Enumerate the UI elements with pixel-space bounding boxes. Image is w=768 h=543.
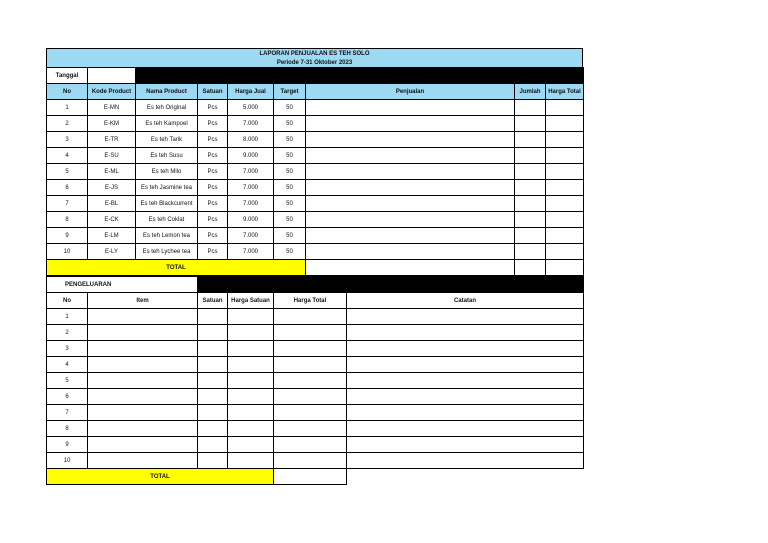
expenses-col-header: Harga Satuan xyxy=(228,293,274,309)
expenses-col-header: No xyxy=(47,293,88,309)
sales-input-cell[interactable] xyxy=(515,116,546,132)
sales-cell: Es teh Coklat xyxy=(136,212,198,228)
expenses-no: 6 xyxy=(47,389,88,405)
sales-input-cell[interactable] xyxy=(515,132,546,148)
expenses-input-cell[interactable] xyxy=(88,389,198,405)
sales-cell: Pcs xyxy=(198,100,228,116)
sales-cell: Es teh Blackcurrent xyxy=(136,196,198,212)
sales-cell: Pcs xyxy=(198,148,228,164)
sales-cell: 50 xyxy=(274,132,306,148)
expenses-input-cell[interactable] xyxy=(88,373,198,389)
report-frame xyxy=(46,48,583,485)
sales-input-cell[interactable] xyxy=(546,148,584,164)
sales-input-cell[interactable] xyxy=(306,244,515,260)
sales-cell: E-MN xyxy=(88,100,136,116)
sales-input-cell[interactable] xyxy=(515,164,546,180)
sales-input-cell[interactable] xyxy=(546,116,584,132)
sales-col-header: Satuan xyxy=(198,84,228,100)
sales-cell: 8.000 xyxy=(228,132,274,148)
sales-cell: 3 xyxy=(47,132,88,148)
sales-cell: 50 xyxy=(274,100,306,116)
expenses-input-cell[interactable] xyxy=(228,453,274,469)
sales-cell: Es teh Lychee tea xyxy=(136,244,198,260)
sales-col-header: Penjualan xyxy=(306,84,515,100)
expenses-input-cell[interactable] xyxy=(347,389,584,405)
expenses-input-cell[interactable] xyxy=(228,325,274,341)
sales-cell: 50 xyxy=(274,148,306,164)
expenses-input-cell[interactable] xyxy=(198,437,228,453)
table-row xyxy=(47,357,584,373)
expenses-input-cell[interactable] xyxy=(88,421,198,437)
expenses-input-cell[interactable] xyxy=(88,325,198,341)
table-row xyxy=(47,148,584,164)
table-row xyxy=(47,309,584,325)
sales-cell: E-BL xyxy=(88,196,136,212)
expenses-body xyxy=(47,309,584,469)
sales-cell: Pcs xyxy=(198,196,228,212)
expenses-table xyxy=(46,276,584,485)
sales-table xyxy=(46,67,584,276)
sales-cell: Pcs xyxy=(198,180,228,196)
sales-cell: Pcs xyxy=(198,116,228,132)
sales-input-cell[interactable] xyxy=(546,244,584,260)
sales-cell: 2 xyxy=(47,116,88,132)
expenses-input-cell[interactable] xyxy=(88,405,198,421)
table-row xyxy=(47,405,584,421)
sales-cell: 50 xyxy=(274,244,306,260)
sales-cell: 7 xyxy=(47,196,88,212)
sales-cell: 50 xyxy=(274,212,306,228)
table-row xyxy=(47,228,584,244)
expenses-input-cell[interactable] xyxy=(274,325,347,341)
expenses-total-value[interactable] xyxy=(274,469,347,485)
expenses-input-cell[interactable] xyxy=(274,421,347,437)
sales-input-cell[interactable] xyxy=(306,180,515,196)
sales-total-penjualan[interactable] xyxy=(306,260,515,276)
expenses-no: 5 xyxy=(47,373,88,389)
expenses-input-cell[interactable] xyxy=(274,437,347,453)
sales-cell: Es teh Tarik xyxy=(136,132,198,148)
sales-cell: 9 xyxy=(47,228,88,244)
sales-cell: E-LM xyxy=(88,228,136,244)
sales-input-cell[interactable] xyxy=(306,116,515,132)
sales-cell: Es teh Susu xyxy=(136,148,198,164)
sales-cell: Es teh Kampoel xyxy=(136,116,198,132)
expenses-input-cell[interactable] xyxy=(347,421,584,437)
expenses-input-cell[interactable] xyxy=(347,357,584,373)
date-cell[interactable] xyxy=(88,68,136,84)
sales-input-cell[interactable] xyxy=(306,212,515,228)
sales-cell: Pcs xyxy=(198,212,228,228)
sales-input-cell[interactable] xyxy=(306,100,515,116)
expenses-input-cell[interactable] xyxy=(198,341,228,357)
table-row xyxy=(47,325,584,341)
sales-cell: 1 xyxy=(47,100,88,116)
sales-input-cell[interactable] xyxy=(515,148,546,164)
sales-cell: Es teh Milo xyxy=(136,164,198,180)
expenses-input-cell[interactable] xyxy=(228,389,274,405)
sales-cell: E-TR xyxy=(88,132,136,148)
expenses-input-cell[interactable] xyxy=(198,309,228,325)
expenses-input-cell[interactable] xyxy=(347,341,584,357)
expenses-input-cell[interactable] xyxy=(274,309,347,325)
sales-input-cell[interactable] xyxy=(546,100,584,116)
expenses-input-cell[interactable] xyxy=(198,389,228,405)
expenses-header-row xyxy=(47,293,584,309)
sales-col-header: Nama Product xyxy=(136,84,198,100)
expenses-no: 8 xyxy=(47,421,88,437)
sales-cell: E-ML xyxy=(88,164,136,180)
sales-cell: 7.000 xyxy=(228,244,274,260)
expenses-input-cell[interactable] xyxy=(88,437,198,453)
sales-col-header: No xyxy=(47,84,88,100)
sales-cell: 50 xyxy=(274,180,306,196)
table-row xyxy=(47,100,584,116)
sales-cell: 5.000 xyxy=(228,100,274,116)
sales-input-cell[interactable] xyxy=(546,180,584,196)
sales-cell: 50 xyxy=(274,164,306,180)
expenses-no: 3 xyxy=(47,341,88,357)
expenses-input-cell[interactable] xyxy=(347,325,584,341)
table-row xyxy=(47,180,584,196)
expenses-input-cell[interactable] xyxy=(228,405,274,421)
sales-input-cell[interactable] xyxy=(306,148,515,164)
expenses-no: 7 xyxy=(47,405,88,421)
sales-cell: Es teh Jasmine tea xyxy=(136,180,198,196)
sales-cell: E-JS xyxy=(88,180,136,196)
expenses-input-cell[interactable] xyxy=(347,437,584,453)
sales-input-cell[interactable] xyxy=(515,212,546,228)
report-title: LAPORAN PENJUALAN ES TEH SOLO xyxy=(259,51,370,57)
sales-total-harga[interactable] xyxy=(546,260,584,276)
expenses-input-cell[interactable] xyxy=(228,437,274,453)
table-row xyxy=(47,196,584,212)
expenses-no: 2 xyxy=(47,325,88,341)
sales-input-cell[interactable] xyxy=(546,212,584,228)
sales-input-cell[interactable] xyxy=(515,196,546,212)
sales-col-header: Target xyxy=(274,84,306,100)
sales-input-cell[interactable] xyxy=(515,180,546,196)
sales-input-cell[interactable] xyxy=(546,132,584,148)
table-row xyxy=(47,164,584,180)
sales-input-cell[interactable] xyxy=(515,228,546,244)
sales-cell: 50 xyxy=(274,116,306,132)
table-row xyxy=(47,341,584,357)
expenses-input-cell[interactable] xyxy=(228,373,274,389)
sales-cell: 10 xyxy=(47,244,88,260)
expenses-no: 1 xyxy=(47,309,88,325)
expenses-black-bar xyxy=(198,277,584,293)
table-row xyxy=(47,453,584,469)
expenses-input-cell[interactable] xyxy=(198,453,228,469)
expenses-col-header: Satuan xyxy=(198,293,228,309)
expenses-input-cell[interactable] xyxy=(274,389,347,405)
expenses-input-cell[interactable] xyxy=(274,341,347,357)
sales-input-cell[interactable] xyxy=(515,100,546,116)
expenses-col-header: Catatan xyxy=(347,293,584,309)
expenses-input-cell[interactable] xyxy=(228,309,274,325)
sales-input-cell[interactable] xyxy=(306,132,515,148)
expenses-input-cell[interactable] xyxy=(347,405,584,421)
sales-cell: 7.000 xyxy=(228,116,274,132)
sales-input-cell[interactable] xyxy=(546,196,584,212)
expenses-section-label: PENGELUARAN xyxy=(47,277,198,293)
expenses-input-cell[interactable] xyxy=(198,373,228,389)
expenses-no: 10 xyxy=(47,453,88,469)
sales-cell: 5 xyxy=(47,164,88,180)
sales-cell: 8 xyxy=(47,212,88,228)
expenses-input-cell[interactable] xyxy=(88,341,198,357)
expenses-input-cell[interactable] xyxy=(347,453,584,469)
sales-col-header: Jumlah xyxy=(515,84,546,100)
sales-cell: E-CK xyxy=(88,212,136,228)
sales-cell: Pcs xyxy=(198,132,228,148)
sales-cell: Es teh Original xyxy=(136,100,198,116)
expenses-input-cell[interactable] xyxy=(274,357,347,373)
table-row xyxy=(47,132,584,148)
expenses-input-cell[interactable] xyxy=(198,325,228,341)
expenses-no: 9 xyxy=(47,437,88,453)
table-row xyxy=(47,437,584,453)
expenses-input-cell[interactable] xyxy=(228,341,274,357)
sales-cell: 4 xyxy=(47,148,88,164)
sales-input-cell[interactable] xyxy=(306,164,515,180)
expenses-input-cell[interactable] xyxy=(88,309,198,325)
table-row xyxy=(47,212,584,228)
sales-cell: 9.000 xyxy=(228,148,274,164)
sales-total-label: TOTAL xyxy=(47,260,306,276)
sales-cell: 7.000 xyxy=(228,164,274,180)
sales-cell: 7.000 xyxy=(228,180,274,196)
sales-total-jumlah[interactable] xyxy=(515,260,546,276)
expenses-total-spacer xyxy=(347,469,584,485)
date-label: Tanggal xyxy=(47,68,88,84)
sales-input-cell[interactable] xyxy=(306,228,515,244)
report-period: Periode 7-31 Oktober 2023 xyxy=(276,60,353,66)
report-header xyxy=(46,48,583,68)
expenses-input-cell[interactable] xyxy=(88,453,198,469)
sales-col-header: Harga Total xyxy=(546,84,584,100)
expenses-input-cell[interactable] xyxy=(198,405,228,421)
expenses-input-cell[interactable] xyxy=(347,309,584,325)
expenses-total-label: TOTAL xyxy=(47,469,274,485)
sales-col-header: Harga Jual xyxy=(228,84,274,100)
sales-cell: E-LY xyxy=(88,244,136,260)
expenses-input-cell[interactable] xyxy=(88,357,198,373)
table-row xyxy=(47,244,584,260)
sales-cell: E-SU xyxy=(88,148,136,164)
sales-col-header: Kode Product xyxy=(88,84,136,100)
sales-cell: 50 xyxy=(274,196,306,212)
sales-header-row xyxy=(47,84,584,100)
expenses-input-cell[interactable] xyxy=(274,373,347,389)
expenses-input-cell[interactable] xyxy=(228,421,274,437)
sales-cell: 7.000 xyxy=(228,196,274,212)
sales-cell: Pcs xyxy=(198,228,228,244)
sales-cell: Es teh Lemon tea xyxy=(136,228,198,244)
sales-input-cell[interactable] xyxy=(306,196,515,212)
sales-cell: 9.000 xyxy=(228,212,274,228)
expenses-col-header: Item xyxy=(88,293,198,309)
expenses-col-header: Harga Total xyxy=(274,293,347,309)
sales-input-cell[interactable] xyxy=(515,244,546,260)
table-row xyxy=(47,373,584,389)
table-row xyxy=(47,116,584,132)
table-row xyxy=(47,389,584,405)
table-row xyxy=(47,421,584,437)
black-bar xyxy=(136,68,584,84)
sales-input-cell[interactable] xyxy=(546,164,584,180)
sales-cell: Pcs xyxy=(198,164,228,180)
expenses-input-cell[interactable] xyxy=(274,453,347,469)
expenses-no: 4 xyxy=(47,357,88,373)
sales-cell: 6 xyxy=(47,180,88,196)
sales-cell: 7.000 xyxy=(228,228,274,244)
expenses-input-cell[interactable] xyxy=(347,373,584,389)
expenses-input-cell[interactable] xyxy=(198,357,228,373)
sales-cell: Pcs xyxy=(198,244,228,260)
expenses-input-cell[interactable] xyxy=(228,357,274,373)
sales-body xyxy=(47,100,584,260)
sales-cell: 50 xyxy=(274,228,306,244)
sales-input-cell[interactable] xyxy=(546,228,584,244)
expenses-input-cell[interactable] xyxy=(274,405,347,421)
sales-cell: E-KM xyxy=(88,116,136,132)
expenses-input-cell[interactable] xyxy=(198,421,228,437)
